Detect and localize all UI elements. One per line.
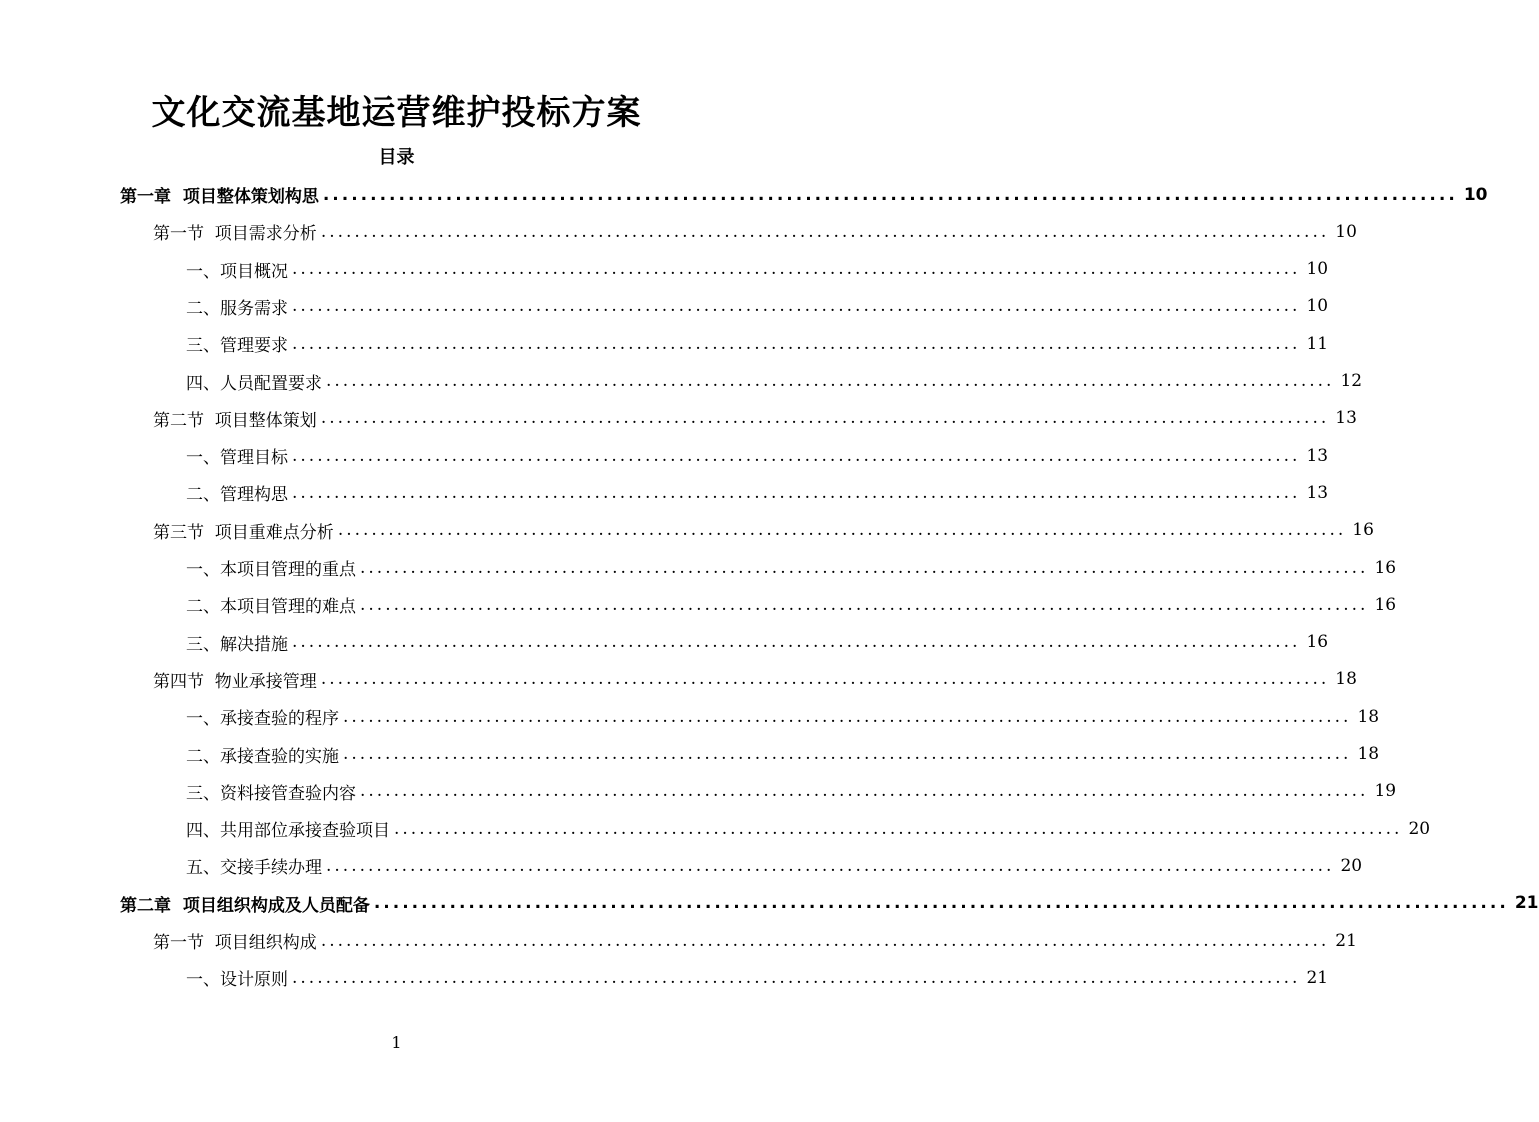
toc-entry-title: 一、本项目管理的重点 <box>186 560 356 580</box>
toc-entry-page: 21 <box>1306 967 1329 988</box>
toc-entry[interactable] <box>0 549 1397 586</box>
toc-dot-leader: ........................................................................................................................ <box>360 594 1369 615</box>
toc-entry-page: 16 <box>1374 557 1397 578</box>
toc-entry[interactable] <box>0 437 1329 474</box>
toc-entry-page: 16 <box>1306 632 1329 653</box>
toc-entry-title: 四、人员配置要求 <box>186 373 322 394</box>
toc-entry-title: 二、本项目管理的难点 <box>186 597 356 618</box>
toc-entry[interactable] <box>0 474 1329 511</box>
toc-entry-page: 10 <box>1335 221 1357 242</box>
toc-dot-leader: ........................................................................................................................ <box>292 333 1301 354</box>
toc-dot-leader: ........................................................................................................................ <box>394 818 1403 839</box>
toc-entry-title: 二、承接查验的实施 <box>186 746 339 767</box>
toc-entry-title: 三、资料接管查验内容 <box>186 783 356 804</box>
toc-entry-page: 10 <box>1463 184 1488 205</box>
toc-entry[interactable] <box>0 400 1357 437</box>
document-title: 文化交流基地运营维护投标方案 <box>151 93 642 133</box>
toc-entry-page: 16 <box>1352 520 1374 541</box>
toc-dot-leader: ........................................................................................................................ <box>360 557 1369 578</box>
toc-entry-page: 21 <box>1514 893 1539 914</box>
toc-entry[interactable] <box>0 773 1397 810</box>
toc-entry[interactable] <box>0 847 1363 884</box>
toc-entry-title: 第二章 项目组织构成及人员配备 <box>120 895 370 916</box>
toc-entry[interactable] <box>0 959 1329 996</box>
toc-dot-leader: ........................................................................................................................ <box>343 744 1352 764</box>
toc-entry-title: 第一节 项目需求分析 <box>153 224 317 245</box>
toc-entry-page: 18 <box>1335 669 1357 690</box>
toc-entry-page: 18 <box>1357 706 1380 727</box>
toc-entry-page: 13 <box>1335 408 1357 429</box>
toc-entry-page: 13 <box>1306 445 1329 466</box>
toc-heading: 目录 <box>378 147 415 168</box>
toc-entry-title: 一、项目概况 <box>186 261 288 282</box>
toc-entry[interactable] <box>0 661 1357 698</box>
toc-dot-leader: ........................................................................................................................ <box>343 706 1352 727</box>
toc-entry[interactable] <box>0 736 1380 773</box>
toc-dot-leader: ........................................................................................................................ <box>337 520 1347 541</box>
toc-entry-title: 一、设计原则 <box>186 970 288 991</box>
toc-entry-title: 三、管理要求 <box>186 336 288 357</box>
toc-entry-page: 19 <box>1374 781 1397 802</box>
toc-dot-leader: ........................................................................................................................ <box>373 893 1509 914</box>
toc-entry-title: 第一节 项目组织构成 <box>153 933 317 953</box>
toc-entry-page: 11 <box>1306 333 1329 354</box>
toc-entry[interactable] <box>0 176 1488 213</box>
toc-dot-leader: ........................................................................................................................ <box>292 296 1301 317</box>
toc-dot-leader: ........................................................................................................................ <box>360 781 1369 802</box>
page-number: 1 <box>391 1033 402 1052</box>
toc-entry[interactable] <box>0 363 1363 400</box>
toc-entry[interactable] <box>0 288 1329 325</box>
toc-entry-page: 10 <box>1306 259 1329 280</box>
toc-entry-title: 第三节 项目重难点分析 <box>153 522 334 543</box>
toc-entry-title: 三、解决措施 <box>186 634 288 655</box>
toc-dot-leader: ........................................................................................................................ <box>320 669 1330 690</box>
toc-entry[interactable] <box>0 325 1329 362</box>
toc-entry-title: 二、服务需求 <box>186 298 288 319</box>
toc-entry[interactable] <box>0 586 1397 623</box>
toc-dot-leader: ........................................................................................................................ <box>320 930 1330 951</box>
toc-entry-title: 一、管理目标 <box>186 448 288 469</box>
toc-entry[interactable] <box>0 624 1329 661</box>
toc-entry[interactable] <box>0 251 1329 288</box>
toc-entry[interactable] <box>0 698 1380 735</box>
toc-dot-leader: ........................................................................................................................ <box>326 855 1335 876</box>
toc-entry-page: 13 <box>1306 482 1329 503</box>
toc-entry-page: 16 <box>1374 594 1397 615</box>
toc-entry[interactable] <box>0 512 1374 549</box>
toc-entry-title: 第二节 项目整体策划 <box>153 410 317 431</box>
toc-dot-leader: ........................................................................................................................ <box>320 221 1330 242</box>
toc-dot-leader: ........................................................................................................................ <box>326 371 1335 391</box>
toc-entry-title: 五、交接手续办理 <box>186 858 322 879</box>
toc-entry-page: 18 <box>1357 744 1380 764</box>
toc-entry-title: 第四节 物业承接管理 <box>153 671 317 692</box>
toc-dot-leader: ........................................................................................................................ <box>320 408 1330 429</box>
toc-dot-leader: ........................................................................................................................ <box>292 445 1301 466</box>
toc-entry[interactable] <box>0 885 1539 922</box>
toc-dot-leader: ........................................................................................................................ <box>292 259 1301 280</box>
toc-entry[interactable] <box>0 922 1357 959</box>
toc-dot-leader: ........................................................................................................................ <box>292 632 1301 653</box>
toc-dot-leader: ........................................................................................................................ <box>322 184 1458 205</box>
toc-entry-title: 二、管理构思 <box>186 485 288 506</box>
toc-entry-title: 第一章 项目整体策划构思 <box>120 187 319 207</box>
toc-entry-page: 10 <box>1306 296 1329 317</box>
toc-entry-page: 21 <box>1335 930 1357 951</box>
toc-entry-title: 一、承接查验的程序 <box>186 709 339 730</box>
toc-entry-page: 20 <box>1340 855 1363 876</box>
toc-entry-page: 12 <box>1340 371 1363 391</box>
toc-dot-leader: ........................................................................................................................ <box>292 967 1301 988</box>
toc-entry-title: 四、共用部位承接查验项目 <box>186 821 390 842</box>
toc-entry-page: 20 <box>1408 818 1431 839</box>
toc-dot-leader: ........................................................................................................................ <box>292 482 1301 503</box>
toc-entry[interactable] <box>0 810 1431 847</box>
toc-entry[interactable] <box>0 213 1357 250</box>
